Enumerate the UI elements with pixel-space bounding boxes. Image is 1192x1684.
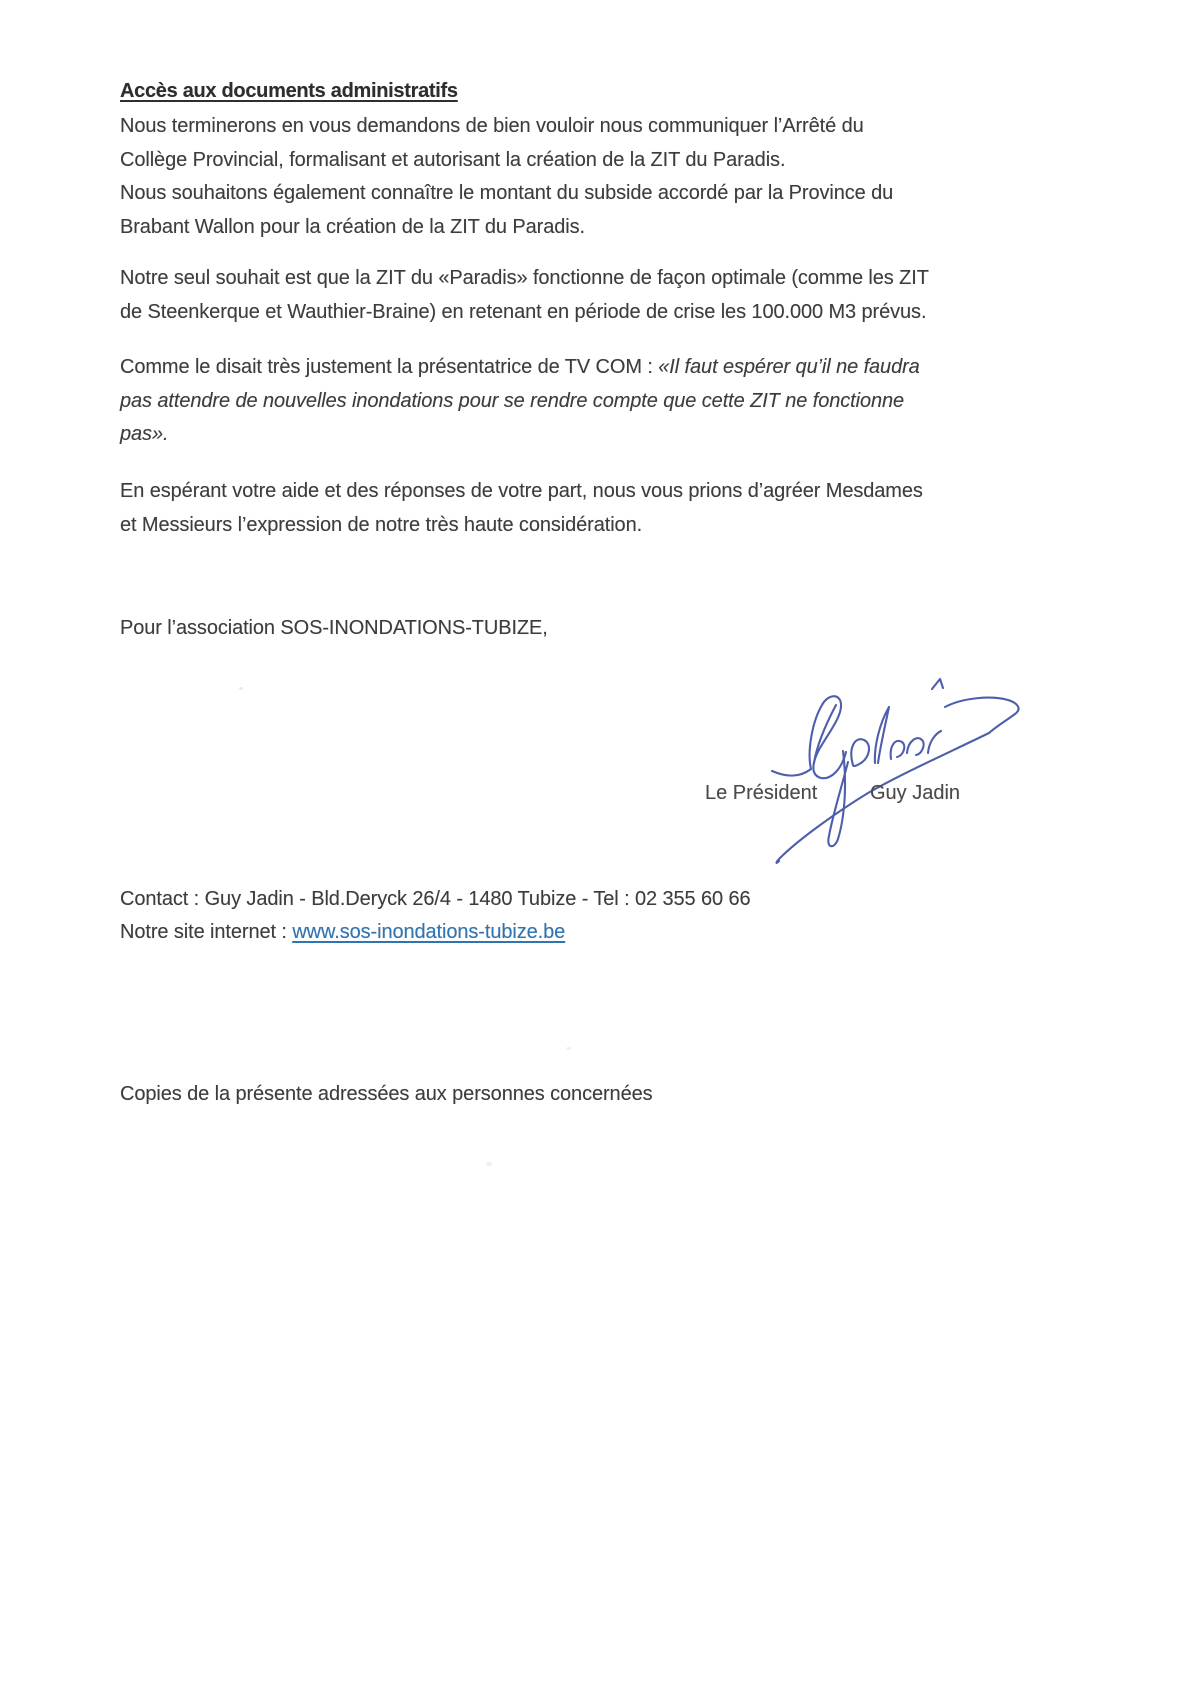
signatory-name: Guy Jadin <box>870 782 961 804</box>
copies-line <box>120 1078 990 1112</box>
text-line: et Messieurs l’expression de notre très haute considération. <box>120 513 643 536</box>
text-line: Nous souhaitons également connaître le montant du subside accordé par la Province du <box>120 182 894 204</box>
website-link[interactable]: www.sos-inondations-tubize.be <box>292 921 566 943</box>
paragraph-souhait <box>120 262 990 329</box>
quote-intro: Comme le disait très justement la présentatrice de TV COM : <box>120 356 659 378</box>
text-line: Notre seul souhait est que la ZIT du «Paradis» fonctionne de façon optimale (comme les ZIT <box>120 267 929 289</box>
paragraph-quote <box>120 351 990 452</box>
scan-artifact <box>239 687 243 690</box>
paragraph-closing <box>120 475 990 542</box>
text-line: Brabant Wallon pour la création de la ZIT du Paradis. <box>120 215 585 238</box>
website-line <box>120 916 990 950</box>
text-line: Collège Provincial, formalisant et autorisant la création de la ZIT du Paradis. <box>120 148 786 171</box>
text-line: Contact : Guy Jadin - Bld.Deryck 26/4 - 1480 Tubize - Tel : 02 355 60 66 <box>120 888 751 910</box>
text-line: Nous terminerons en vous demandons de bien vouloir nous communiquer l’Arrêté du <box>120 115 864 137</box>
scan-artifact <box>566 1047 571 1050</box>
text-line <box>120 351 990 385</box>
text-line: pas». <box>120 423 169 445</box>
handwritten-signature-icon <box>690 650 1040 880</box>
text-line: Pour l’association SOS-INONDATIONS-TUBIZE, <box>120 617 548 639</box>
heading-text: Accès aux documents administratifs <box>120 80 458 102</box>
text-line: de Steenkerque et Wauthier-Braine) en retenant en période de crise les 100.000 M3 prévus. <box>120 300 927 323</box>
section-heading <box>120 80 990 103</box>
quote-italic-part: «Il faut espérer qu’il ne faudra <box>658 356 920 378</box>
scan-artifact <box>486 1162 492 1166</box>
paragraph-documents <box>120 110 990 244</box>
website-label: Notre site internet : <box>120 921 293 943</box>
text-line <box>120 916 990 950</box>
text-line: En espérant votre aide et des réponses de votre part, nous vous prions d’agréer Mesdames <box>120 480 923 502</box>
signatory-title: Le Président <box>705 782 818 804</box>
text-line: pas attendre de nouvelles inondations pour se rendre compte que cette ZIT ne fonctionne <box>120 389 905 412</box>
association-line <box>120 612 990 646</box>
contact-line <box>120 883 990 917</box>
text-line: Copies de la présente adressées aux personnes concernées <box>120 1083 653 1105</box>
